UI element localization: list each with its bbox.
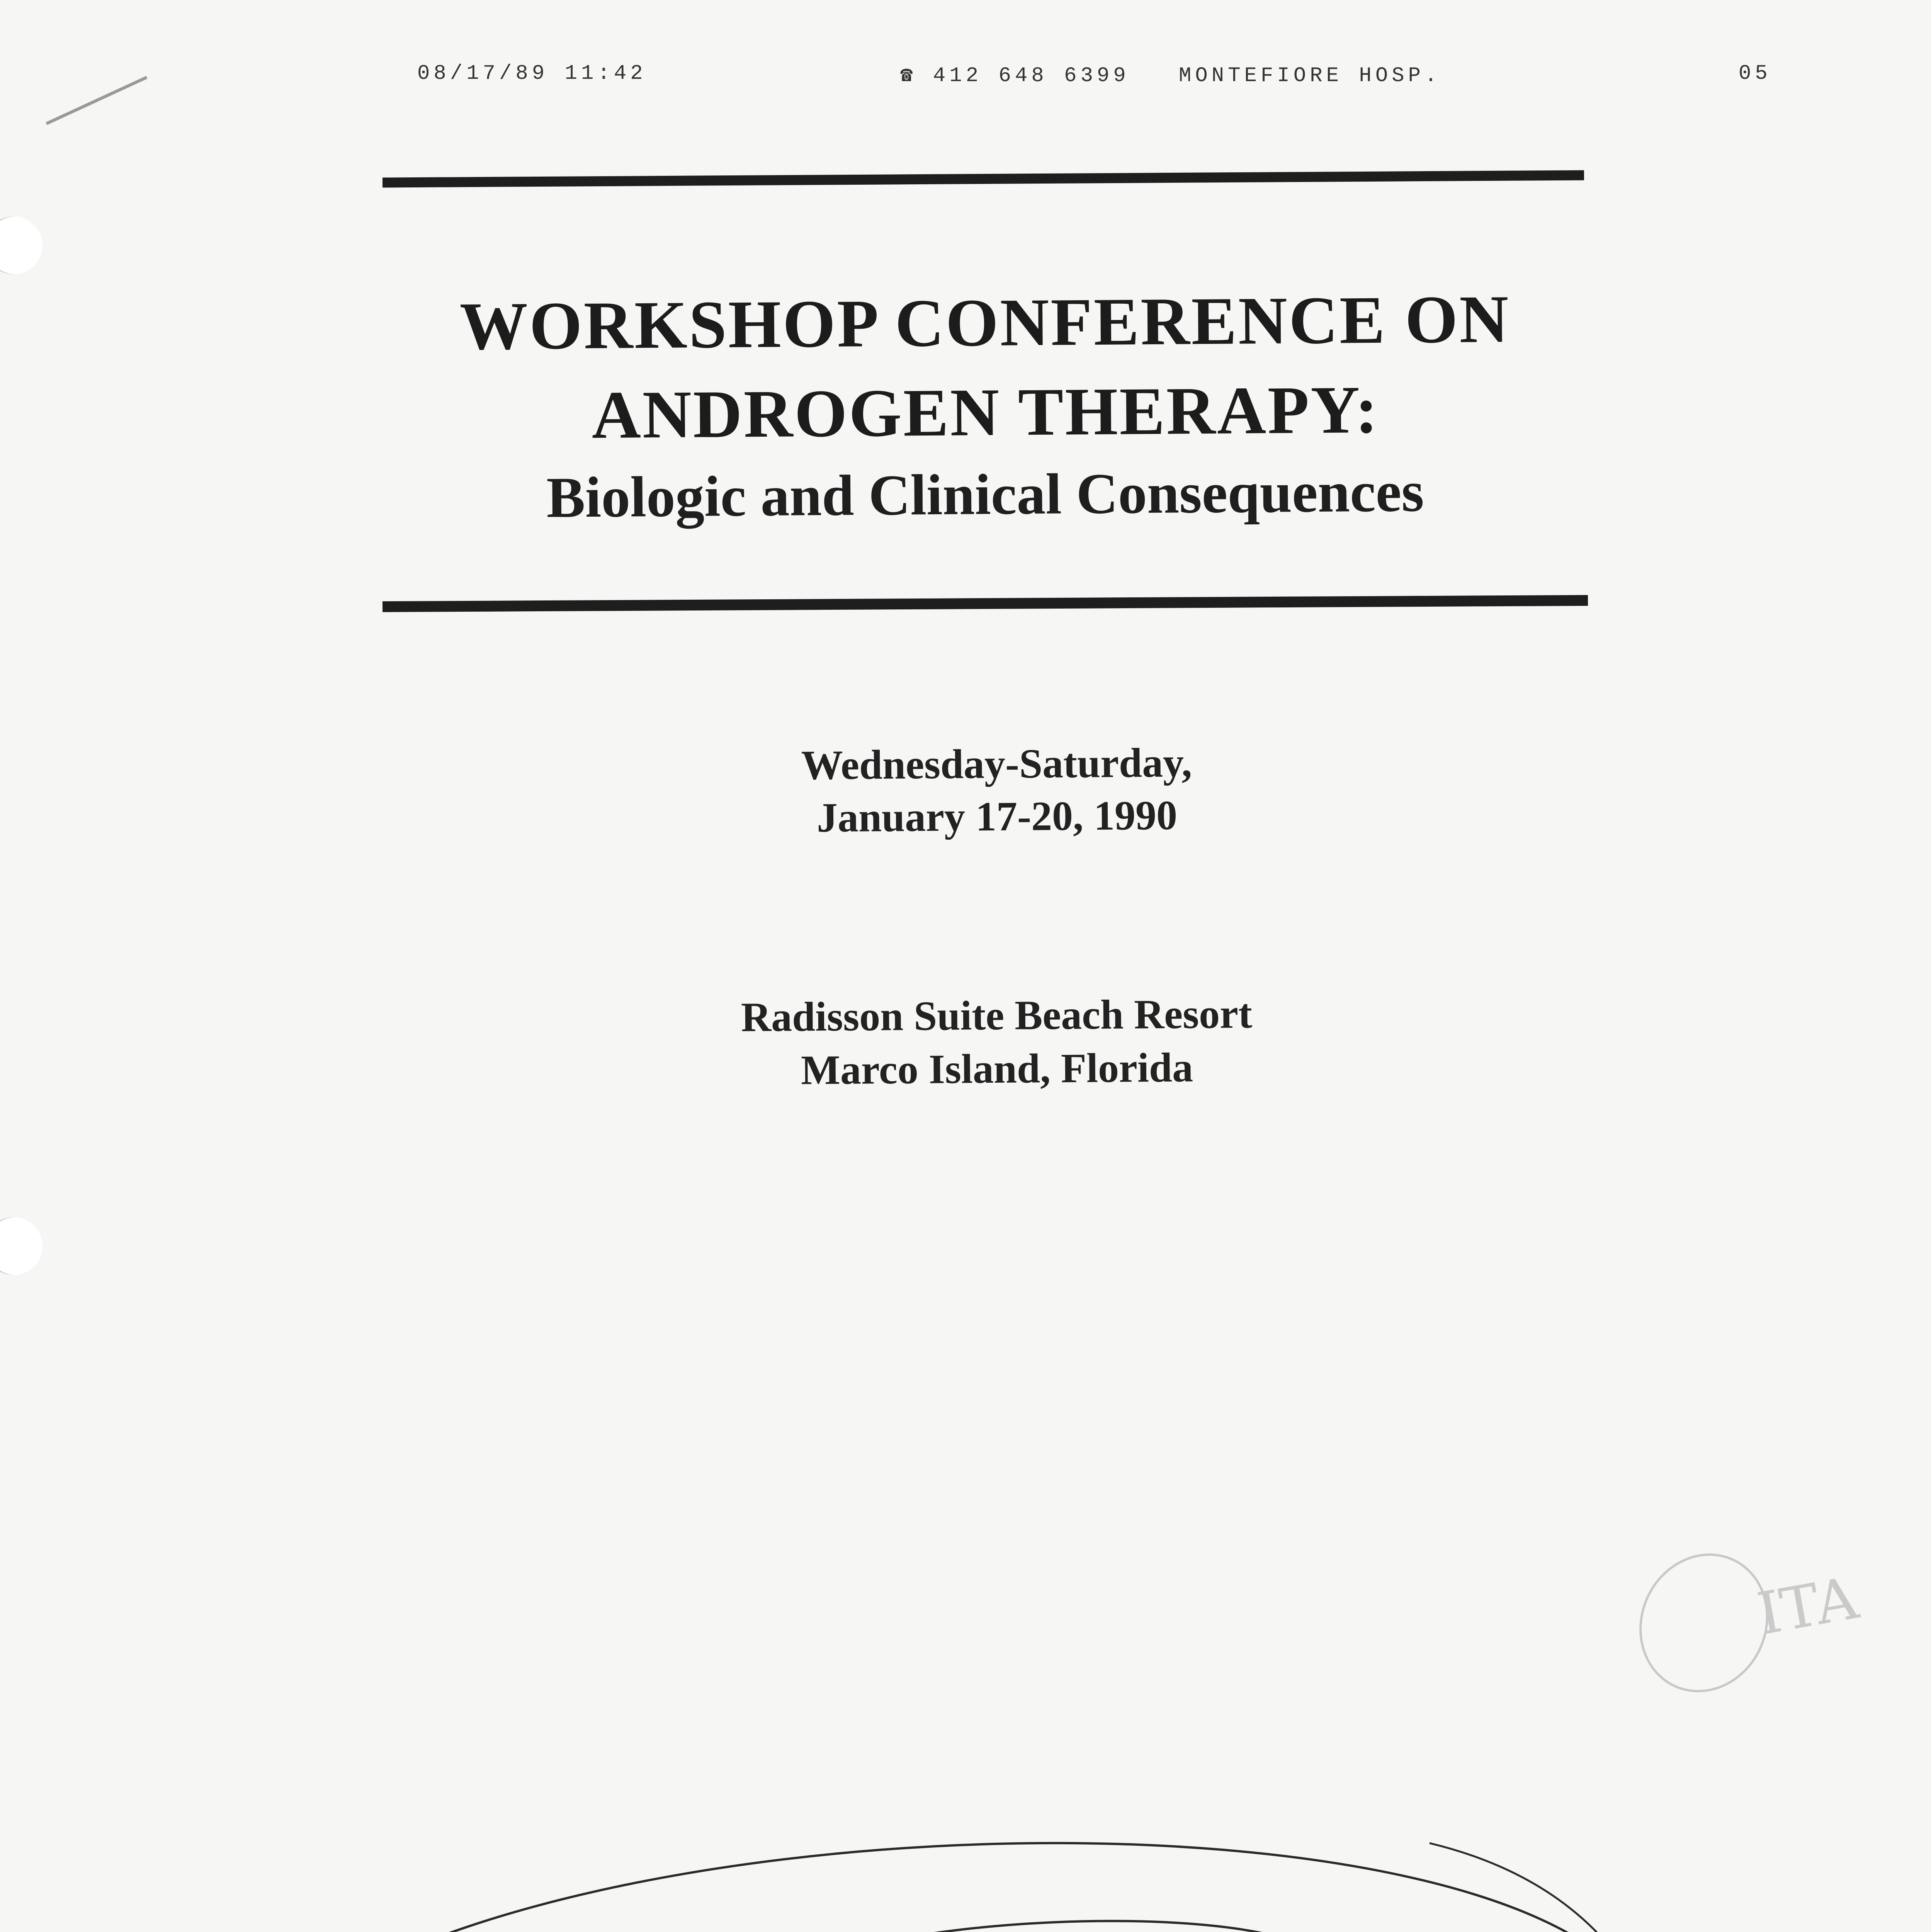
fax-header [0, 62, 1931, 93]
margin-pencil-note: ITA [1753, 1565, 1863, 1648]
venue-location: Marco Island, Florida [801, 1044, 1193, 1094]
event-date-range: January 17-20, 1990 [816, 792, 1178, 841]
event-venue [618, 986, 1376, 1099]
fax-page-number: 05 [1739, 62, 1771, 85]
fax-sender: MONTEFIORE HOSP. [1179, 64, 1441, 88]
document-title [347, 274, 1623, 462]
title-line-2: ANDROGEN THERAPY: [591, 372, 1380, 453]
footer-circle-mark [211, 1843, 1683, 1932]
footer-inner-loop [742, 1921, 1324, 1932]
venue-name: Radisson Suite Beach Resort [741, 991, 1253, 1041]
punch-hole-top [0, 216, 42, 274]
top-rule [382, 170, 1584, 188]
event-dates [656, 736, 1337, 845]
fax-date-time: 08/17/89 11:42 [417, 62, 647, 85]
middle-rule [382, 595, 1588, 612]
margin-pencil-oval [1618, 1534, 1789, 1712]
document-subtitle: Biologic and Clinical Consequences [546, 459, 1424, 530]
title-line-1: WORKSHOP CONFERENCE ON [459, 281, 1511, 364]
punch-hole-middle [0, 1217, 42, 1275]
footer-tail-stroke [1430, 1843, 1646, 1932]
fax-phone-text: ☎ 412 648 6399 [900, 64, 1130, 88]
fax-phone-number [900, 62, 1441, 88]
event-days: Wednesday-Saturday, [801, 740, 1192, 789]
